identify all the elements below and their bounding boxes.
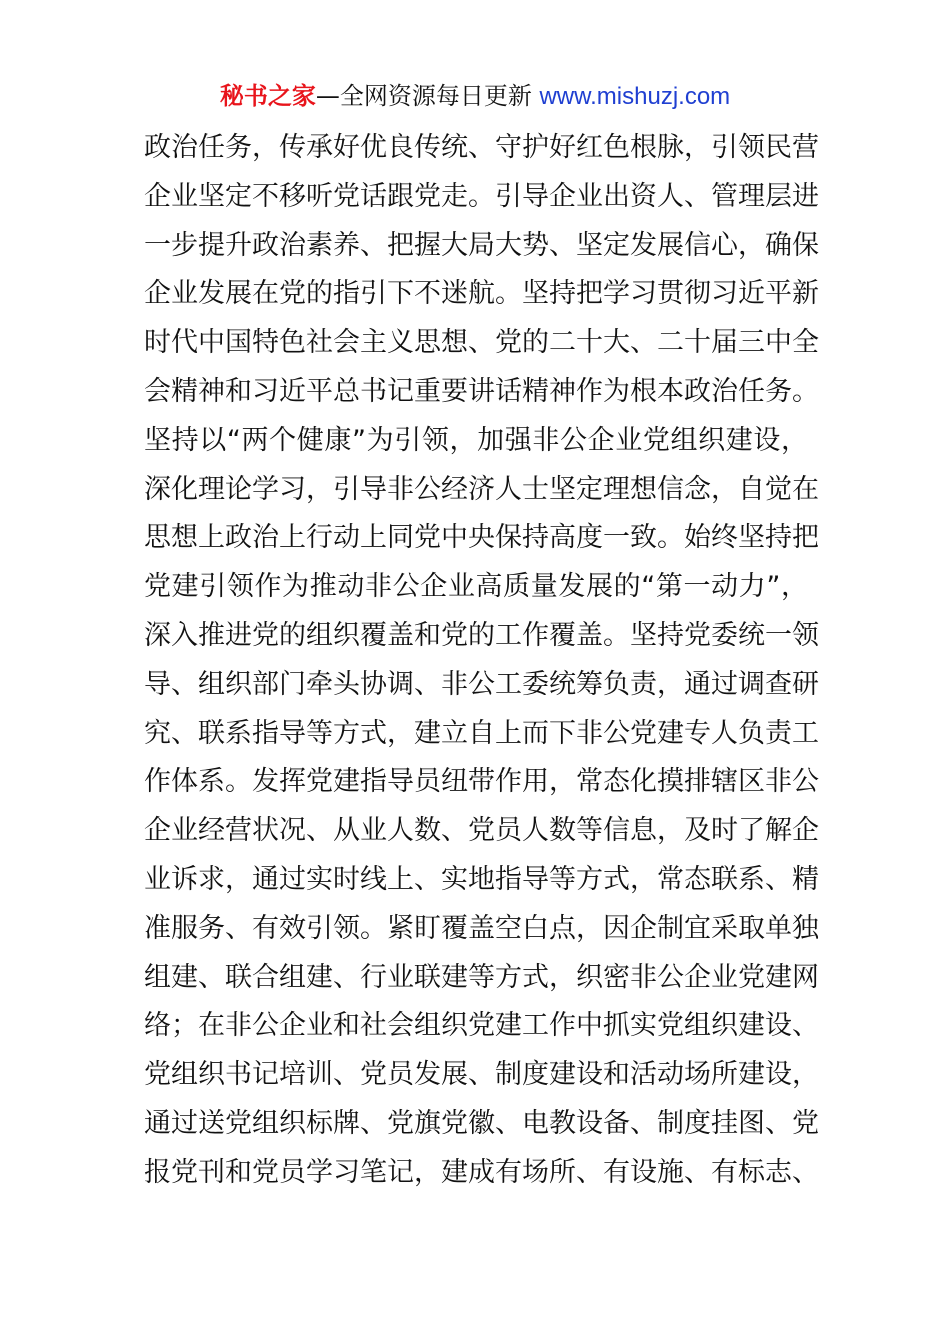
text-line: 报党刊和党员学习笔记，建成有场所、有设施、有标志、 (144, 1156, 819, 1188)
text-line: 企业发展在党的指引下不迷航。坚持把学习贯彻习近平新 (144, 278, 819, 310)
text-line: 企业坚定不移听党话跟党走。引导企业出资人、管理层进 (144, 180, 819, 212)
text-line: 政治任务，传承好优良传统、守护好红色根脉，引领民营 (144, 132, 819, 163)
text-line: 究、联系指导等方式，建立自上而下非公党建专人负责工 (144, 717, 819, 749)
text-line: 业诉求，通过实时线上、实地指导等方式，常态联系、精 (144, 863, 819, 895)
site-url[interactable]: www.mishuzj.com (539, 83, 731, 110)
text-line: 组建、联合组建、行业联建等方式，织密非公企业党建网 (144, 961, 819, 993)
text-line: 通过送党组织标牌、党旗党徽、电教设备、制度挂图、党 (144, 1107, 819, 1139)
text-line: 深化理论学习，引导非公经济人士坚定理想信念，自觉在 (144, 473, 819, 505)
text-line: 作体系。发挥党建指导员纽带作用，常态化摸排辖区非公 (144, 766, 819, 798)
text-line: 时代中国特色社会主义思想、党的二十大、二十届三中全 (144, 327, 819, 359)
site-brand: 秘书之家 (219, 82, 316, 110)
text-line: 企业经营状况、从业人数、党员人数等信息，及时了解企 (144, 815, 819, 847)
document-body (144, 124, 819, 1198)
text-line: 准服务、有效引领。紧盯覆盖空白点，因企制宜采取单独 (144, 912, 819, 944)
text-line: 党组织书记培训、党员发展、制度建设和活动场所建设， (144, 1059, 819, 1091)
page-header (0, 78, 950, 115)
text-line: 一步提升政治素养、把握大局大势、坚定发展信心，确保 (144, 229, 819, 261)
text-line: 坚持以“两个健康”为引领，加强非公企业党组织建设， (144, 424, 808, 456)
site-tagline: —全网资源每日更新 (315, 82, 540, 110)
text-line: 络；在非公企业和社会组织党建工作中抓实党组织建设、 (144, 1010, 819, 1042)
text-line: 会精神和习近平总书记重要讲话精神作为根本政治任务。 (144, 375, 819, 407)
text-line: 深入推进党的组织覆盖和党的工作覆盖。坚持党委统一领 (144, 619, 819, 651)
text-line: 导、组织部门牵头协调、非公工委统筹负责，通过调查研 (144, 668, 819, 700)
text-line: 党建引领作为推动非公企业高质量发展的“第一动力”， (144, 571, 808, 603)
text-line: 思想上政治上行动上同党中央保持高度一致。始终坚持把 (144, 522, 819, 554)
